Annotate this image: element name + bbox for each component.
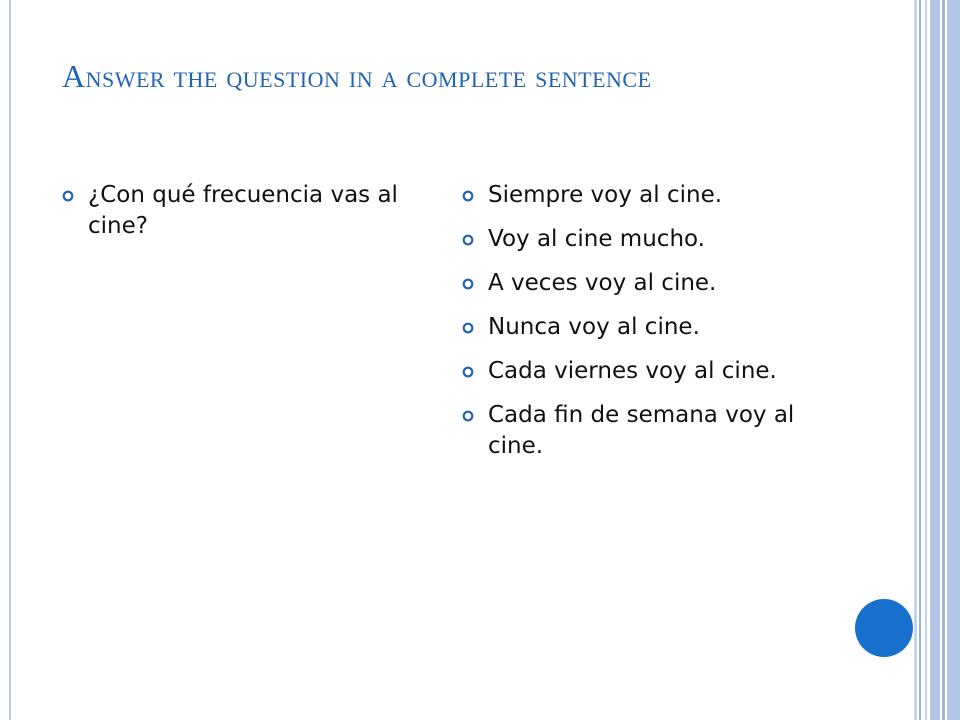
list-item [462, 400, 842, 462]
left-divider [9, 0, 11, 720]
list-item [462, 356, 842, 387]
answer-list [462, 180, 842, 475]
answer-text: A veces voy al cine. [488, 270, 717, 296]
stripe [930, 0, 940, 720]
list-item [462, 180, 842, 211]
circle-bullet-icon [62, 190, 74, 202]
circle-bullet-icon [462, 234, 474, 246]
list-item [462, 224, 842, 255]
circle-bullet-icon [462, 366, 474, 378]
circle-bullet-icon [462, 278, 474, 290]
list-item [62, 180, 412, 242]
circle-bullet-icon [462, 190, 474, 202]
circle-bullet-icon [462, 322, 474, 334]
stripe [947, 0, 960, 720]
answer-text: Cada fin de semana voy al cine. [488, 402, 795, 459]
blue-dot-icon [855, 599, 913, 657]
right-decorative-stripes [914, 0, 960, 720]
question-text: ¿Con qué frecuencia vas al cine? [88, 182, 398, 239]
stripe [925, 0, 927, 720]
circle-bullet-icon [462, 410, 474, 422]
stripe [914, 0, 917, 720]
slide-title: Answer the question in a complete sentence [62, 58, 652, 94]
stripe [942, 0, 945, 720]
list-item [462, 312, 842, 343]
stripe [919, 0, 921, 720]
question-list [62, 180, 412, 255]
answer-text: Nunca voy al cine. [488, 314, 700, 340]
answer-text: Cada viernes voy al cine. [488, 358, 777, 384]
answer-text: Siempre voy al cine. [488, 182, 723, 208]
answer-text: Voy al cine mucho. [488, 226, 705, 252]
list-item [462, 268, 842, 299]
